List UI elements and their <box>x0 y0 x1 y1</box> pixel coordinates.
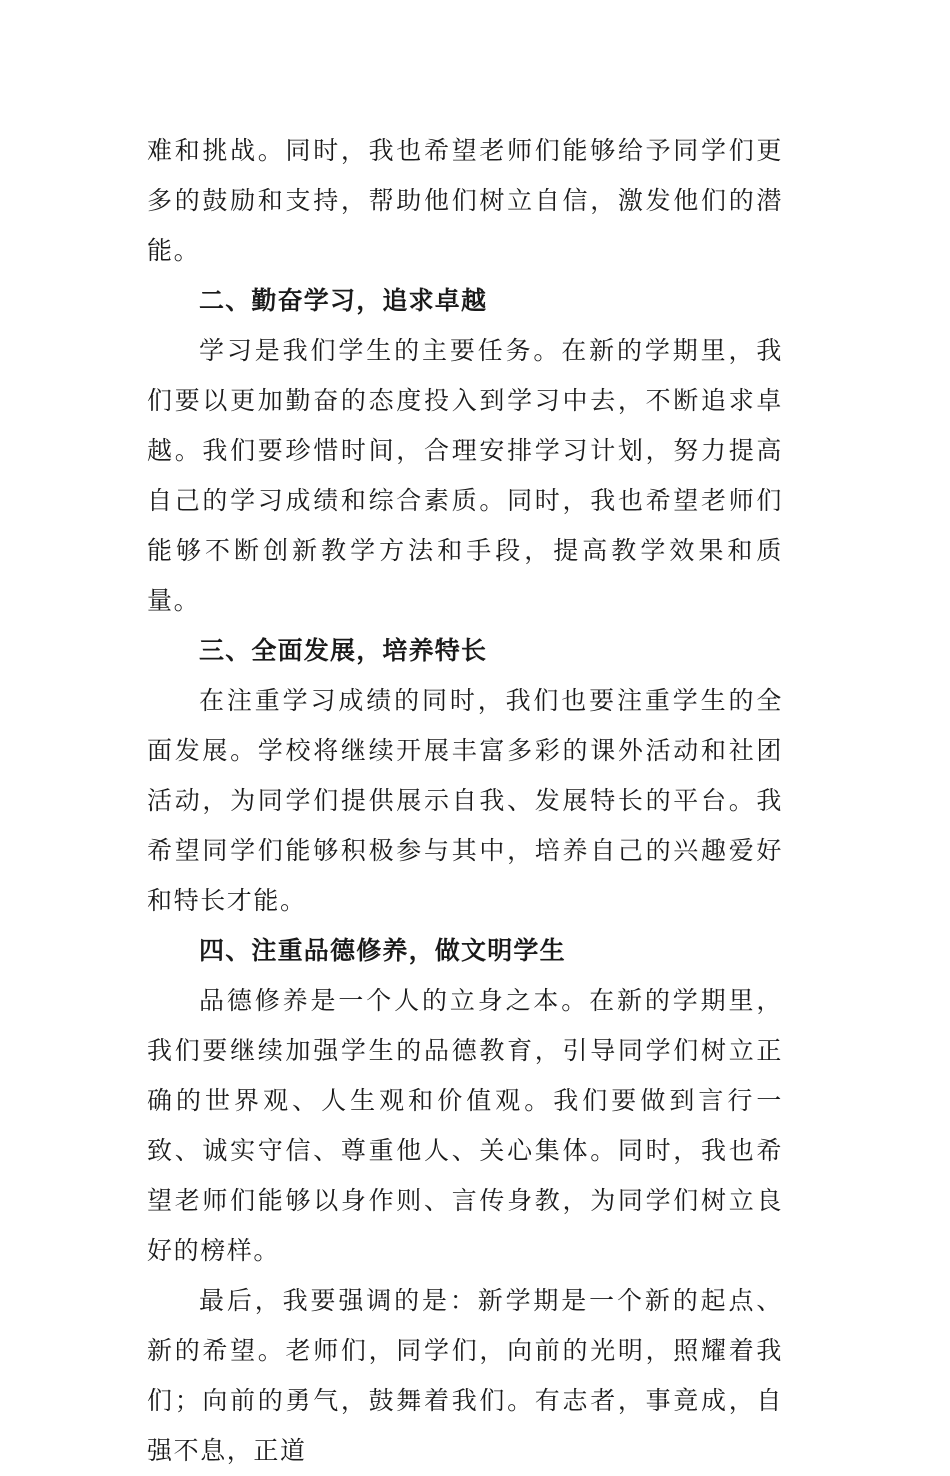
paragraph-development: 在注重学习成绩的同时，我们也要注重学生的全面发展。学校将继续开展丰富多彩的课外活动和社团活动，为同学们提供展示自我、发展特长的平台。我希望同学们能够积极参与其中，培养自己的兴趣爱好和特长才能。 <box>147 686 783 915</box>
paragraph-study: 学习是我们学生的主要任务。在新的学期里，我们要以更加勤奋的态度投入到学习中去，不断追求卓越。我们要珍惜时间，合理安排学习计划，努力提高自己的学习成绩和综合素质。同时，我也希望老师们能够不断创新教学方法和手段，提高教学效果和质量。 <box>147 336 783 615</box>
paragraph-morality: 品德修养是一个人的立身之本。在新的学期里，我们要继续加强学生的品德教育，引导同学们树立正确的世界观、人生观和价值观。我们要做到言行一致、诚实守信、尊重他人、关心集体。同时，我也希望老师们能够以身作则、言传身教，为同学们树立良好的榜样。 <box>147 986 783 1265</box>
paragraph-conclusion: 最后，我要强调的是：新学期是一个新的起点、新的希望。老师们，同学们，向前的光明，照耀着我们；向前的勇气，鼓舞着我们。有志者，事竟成，自强不息，正道 <box>147 1286 783 1465</box>
section-heading-4: 四、注重品德修养，做文明学生 <box>199 936 566 965</box>
section-heading-3: 三、全面发展，培养特长 <box>199 636 488 665</box>
paragraph-continued: 难和挑战。同时，我也希望老师们能够给予同学们更多的鼓励和支持，帮助他们树立自信，激发他们的潜能。 <box>147 136 783 265</box>
section-heading-2: 二、勤奋学习，追求卓越 <box>199 286 488 315</box>
document-body <box>147 126 783 1476</box>
